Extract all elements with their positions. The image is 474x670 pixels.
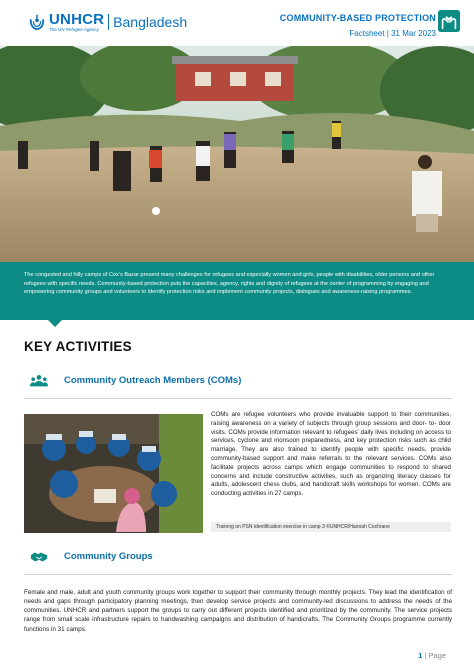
groups-section-header xyxy=(24,547,452,575)
groups-section-title: Community Groups xyxy=(64,551,153,562)
photo-caption: Training on PSN identification exercise in camp 3 ©UNHCR/Hannah Cochrane xyxy=(211,522,451,532)
page-header xyxy=(0,0,474,46)
logo-divider xyxy=(108,14,109,30)
football-photo xyxy=(0,46,474,262)
logo-name: UNHCR xyxy=(49,11,105,28)
page-label: | Page xyxy=(422,651,446,660)
coms-section-header xyxy=(24,371,452,399)
intro-text: The congested and hilly camps of Cox’s Bazar present many challenges for refugees and especially women and girls, people with disabilities, older persons and other refugees with specific needs. Community-based protection puts the capacities, agency, rights and dignity of refugees at the center of programming by engaging and empowering community groups and volunteers to identify protection risks and implement community projects, dialogues and awareness-raising programmes. xyxy=(24,272,435,296)
people-group-icon xyxy=(30,373,48,389)
helping-hands-icon xyxy=(438,10,460,32)
training-photo xyxy=(24,414,203,533)
logo-tagline: The UN Refugee Agency xyxy=(49,27,99,32)
unhcr-logo xyxy=(28,12,187,33)
handshake-icon xyxy=(30,549,48,565)
document-title: COMMUNITY-BASED PROTECTION xyxy=(279,13,436,23)
groups-description: Female and male, adult and youth community groups work together to support their community through monthly projects. They lead the identification of needs and gaps through participatory planning meetings, then develop service projects and community-led discussions to address the needs of the communities. UNHCR and partners support the groups to carry out different projects identified and prioritized by the community. The service projects range from small scale infrastructure repairs to handwashing campaigns and distribution of handicrafts. The Community Groups programme currently functions in 31 camps. xyxy=(24,589,452,633)
coms-section-title: Community Outreach Members (COMs) xyxy=(64,375,242,386)
header-title-block xyxy=(280,13,436,38)
page-number: 1 xyxy=(418,651,423,660)
logo-country: Bangladesh xyxy=(113,14,188,31)
coms-description: COMs are refugee volunteers who provide invaluable support to their communities, raising awareness on a variety of subjects through group sessions and door- to- door visits. COMs provide information relevant to refugees’ daily lives including on access to services, cyclone and monsoon preparedness, and key protection risks such as child marriage. They are also trained to identify people with specific needs, provide community-based support and make referrals to the relevant services. COMs also facilitate projects across camps which engage communities to respond to shared concerns and include constructive activities, such as organizing literacy classes for adults, adolescent chess clubs, and handicraft skills workshops for women. COMs are conducting activities in 27 camps. xyxy=(211,411,451,498)
document-subtitle: Factsheet | 31 Mar 2023 xyxy=(349,29,436,38)
page-footer xyxy=(418,651,446,660)
unhcr-logo-icon xyxy=(28,13,46,31)
key-activities-heading: KEY ACTIVITIES xyxy=(24,339,132,354)
intro-banner xyxy=(0,262,474,320)
banner-notch xyxy=(48,320,62,327)
